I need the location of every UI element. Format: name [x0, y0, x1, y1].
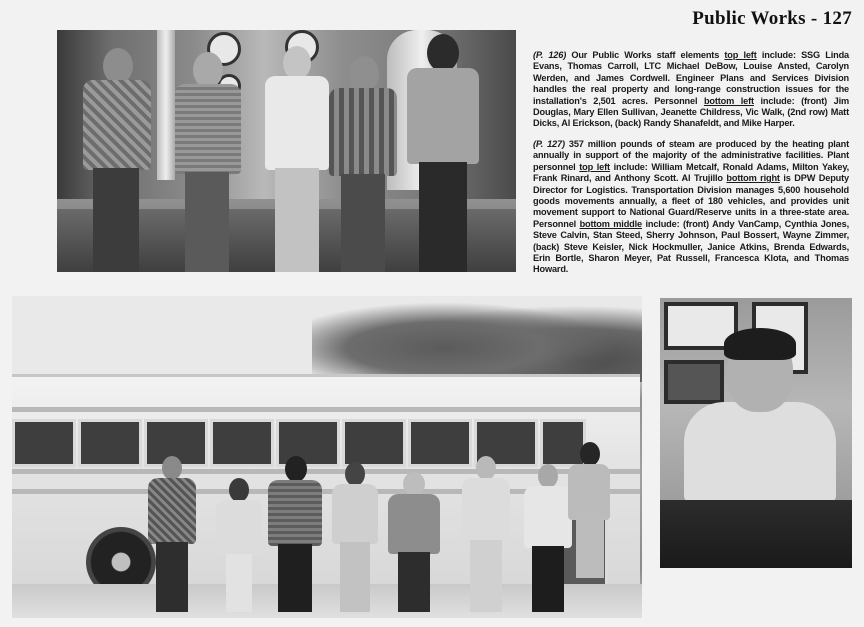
position-label: bottom left — [703, 95, 754, 106]
deputy-director-photo — [660, 298, 852, 568]
position-label: bottom middle — [579, 218, 642, 229]
caption-p126 — [533, 50, 849, 130]
transportation-bus-photo — [12, 296, 642, 618]
page-title: Public Works - 127 — [692, 8, 852, 29]
caption-text: include: William Metcalf, Ronald Adams, Milton Yakey, Frank Rinard, and Anthony Scott. Al Trujillo — [533, 161, 849, 184]
caption-p127 — [533, 139, 849, 276]
caption-text: include: (front) Jim Douglas, Mary Ellen Sullivan, Jeanette Childress, Vic Walk, (2nd row) Matt Dicks, Al Erickson, (back) Randy Shanafeldt, and Mike Harper. — [533, 95, 850, 129]
heating-plant-staff-photo — [57, 30, 516, 272]
position-label: top left — [724, 50, 757, 60]
caption-ref: (P. 127) — [533, 139, 565, 149]
caption-text: is DPW Deputy Director for Logistics. Transportation Division manages 5,600 household goods movements annually, a fleet of 180 vehicles, and provides unit movement support to National Guard/Reserve units in a three-state area. Personnel — [533, 173, 849, 229]
caption-ref: (P. 126) — [533, 50, 567, 60]
caption-text: include: (front) Andy VanCamp, Cynthia Jones, Steve Calvin, Stan Steed, Sherry Johnson, Paul Bossert, Wayne Zimmer, (back) Steve Keisler, Nick Hockmuller, Janice Atkins, Brenda Edwards, Erin Bortle, Sharon Meyer, Pat Russell, Francesca Klota, and Thomas Howard. — [533, 218, 849, 275]
caption-text: include: SSG Linda Evans, Thomas Carroll, LTC Michael DeBow, Louise Ansted, Carolyn Werden, and James Cordwell. Engineer Plans and Services Division handles the real property and long-range construction issues for the installation's 2,501 acres. Personnel — [533, 50, 849, 106]
position-label: bottom right — [726, 173, 780, 184]
caption-text: 357 million pounds of steam are produced by the heating plant annually in support of the majority of the administrative facilities. Plant personnel — [533, 139, 850, 172]
caption-text: Our Public Works staff elements — [571, 50, 725, 60]
position-label: top left — [579, 161, 610, 172]
